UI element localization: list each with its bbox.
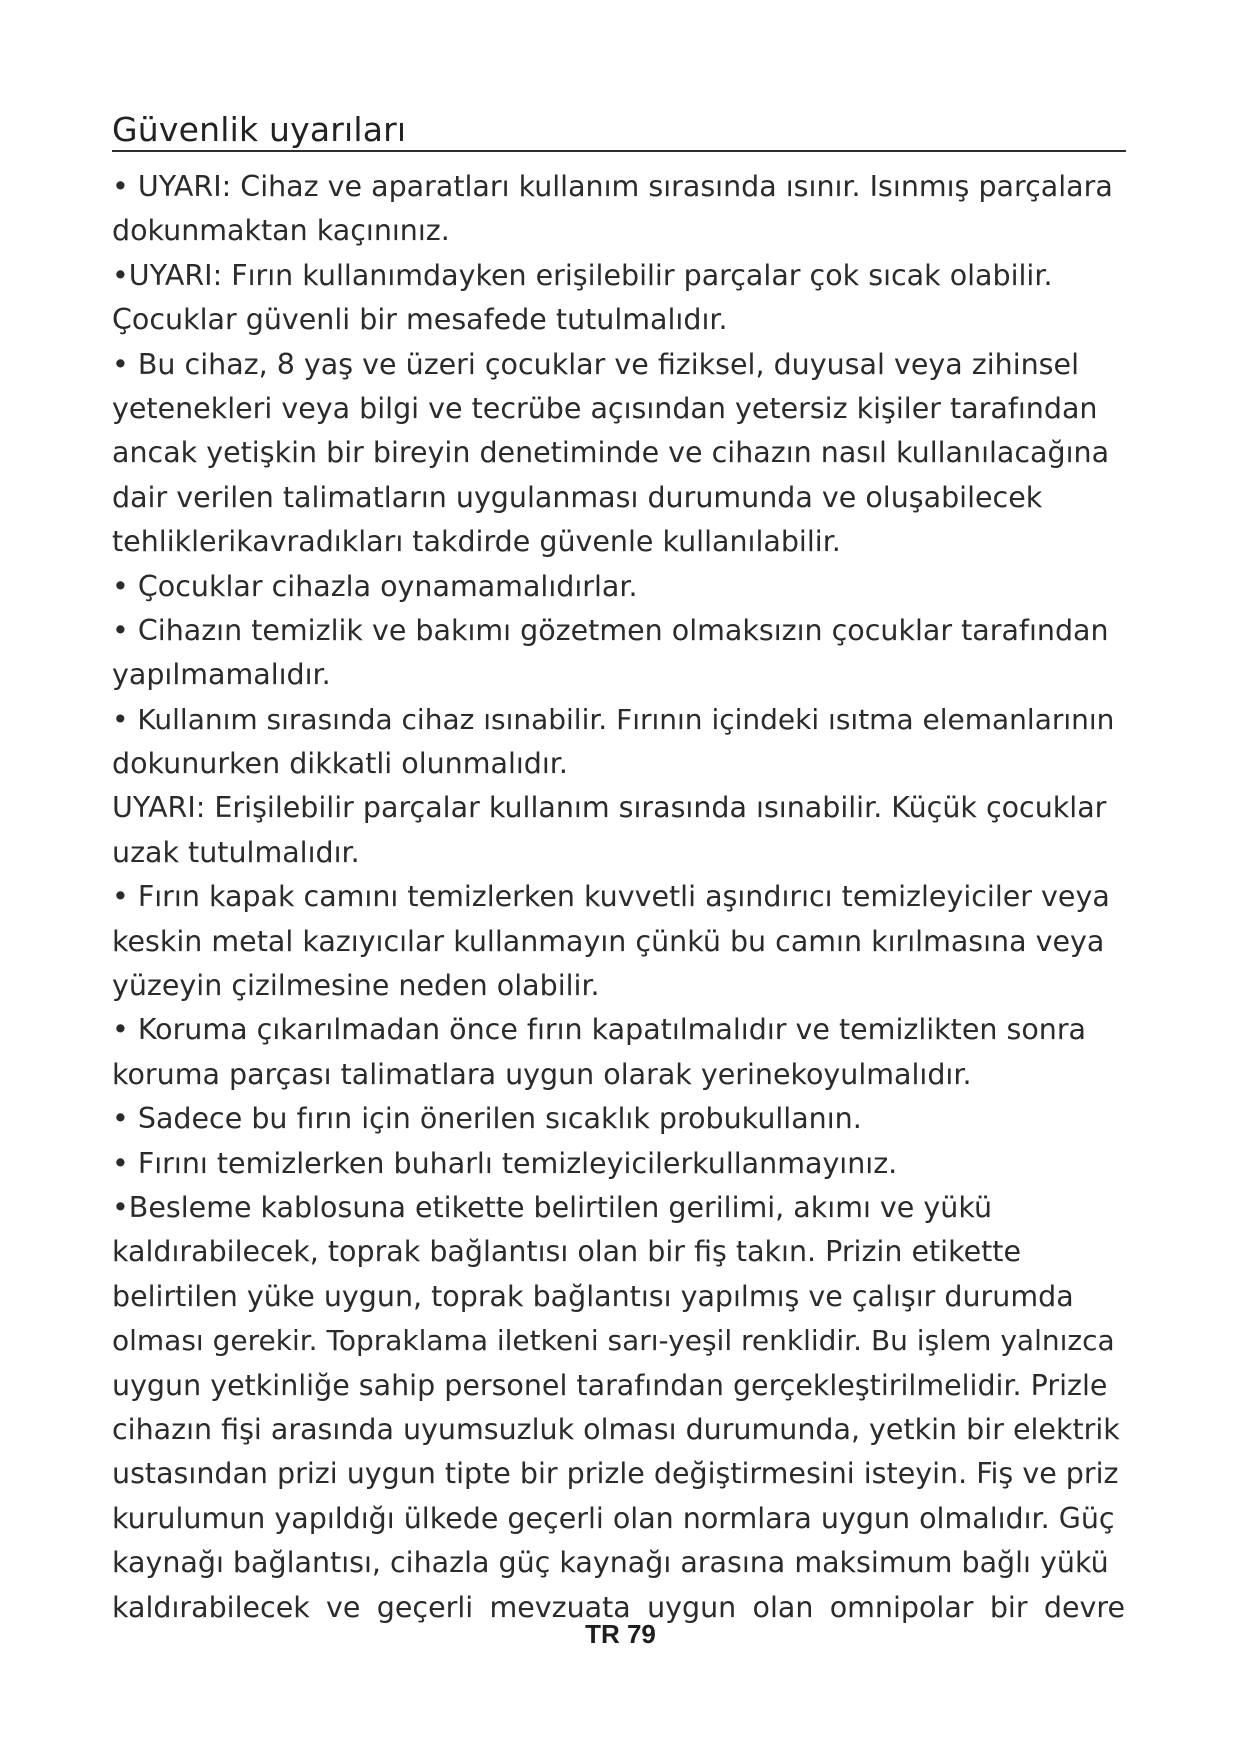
text-line: • UYARI: Cihaz ve aparatları kullanım sırasında ısınır. Isınmış parçalara [112, 170, 1113, 203]
text-line: cihazın fişi arasında uyumsuzluk olması durumunda, yetkin bir elektrik [112, 1412, 1120, 1446]
text-line: dokunurken dikkatli olunmalıdır. [112, 747, 568, 781]
section-heading-text: Güvenlik uyarıları [112, 110, 407, 149]
text-line: olması gerekir. Topraklama iletkeni sarı-yeşil renklidir. Bu işlem yalnızca [112, 1324, 1115, 1358]
text-line: ancak yetişkin bir bireyin denetiminde ve cihazın nasıl kullanılacağına [112, 436, 1110, 470]
page-number: TR 79 [585, 1619, 656, 1649]
text-line: kurulumun yapıldığı ülkede geçerli olan normlara uygun olmalıdır. Güç [112, 1501, 1115, 1535]
text-line: uzak tutulmalıdır. [112, 835, 360, 869]
safety-warnings-body [112, 165, 1136, 1630]
text-line: • Koruma çıkarılmadan önce fırın kapatılmalıdır ve temizlikten sonra [112, 1013, 1087, 1047]
text-line: yetenekleri veya bilgi ve tecrübe açısından yetersiz kişiler tarafından [112, 391, 1098, 425]
text-line: tehliklerikavradıkları takdirde güvenle kullanılabilir. [112, 525, 841, 559]
text-line: UYARI: Erişilebilir parçalar kullanım sırasında ısınabilir. Küçük çocuklar [112, 791, 1107, 825]
text-line: kaldırabilecek, toprak bağlantısı olan bir fiş takın. Prizin etikette [112, 1235, 1022, 1269]
text-line: dokunmaktan kaçınınız. [112, 214, 450, 248]
text-line: uygun yetkinliğe sahip personel tarafından gerçekleştirilmelidir. Prizle [112, 1368, 1108, 1402]
text-line: yapılmamalıdır. [112, 658, 331, 692]
text-line: • Fırın kapak camını temizlerken kuvvetli aşındırıcı temizleyiciler veya [112, 880, 1110, 914]
text-line: • Cihazın temizlik ve bakımı gözetmen olmaksızın çocuklar tarafından [112, 613, 1109, 647]
text-line: • Kullanım sırasında cihaz ısınabilir. Fırının içindeki ısıtma elemanlarının [112, 702, 1115, 736]
text-line: keskin metal kazıyıcılar kullanmayın çünkü bu camın kırılmasına veya [112, 924, 1105, 958]
text-line: koruma parçası talimatlara uygun olarak yerinekoyulmalıdır. [112, 1057, 972, 1091]
text-line: Çocuklar güvenli bir mesafede tutulmalıdır. [112, 303, 728, 337]
text-line: • Sadece bu fırın için önerilen sıcaklık probukullanın. [112, 1102, 862, 1136]
text-line: kaynağı bağlantısı, cihazla güç kaynağı arasına maksimum bağlı yükü [112, 1546, 1109, 1580]
text-line: belirtilen yüke uygun, toprak bağlantısı yapılmış ve çalışır durumda [112, 1279, 1074, 1313]
section-heading [112, 108, 1126, 152]
text-line: ustasından prizi uygun tipte bir prizle değiştirmesini isteyin. Fiş ve priz [112, 1457, 1119, 1491]
text-line: •Besleme kablosuna etikette belirtilen gerilimi, akımı ve yükü [112, 1190, 993, 1224]
text-line: dair verilen talimatların uygulanması durumunda ve oluşabilecek [112, 480, 1043, 514]
text-line: • Bu cihaz, 8 yaş ve üzeri çocuklar ve fiziksel, duyusal veya zihinsel [112, 347, 1079, 381]
text-line: •UYARI: Fırın kullanımdayken erişilebilir parçalar çok sıcak olabilir. [112, 258, 1053, 292]
text-line: kaldırabilecek ve geçerli mevzuata uygun olan omnipolar bir devre [112, 1590, 1125, 1624]
text-line: • Fırını temizlerken buharlı temizleyicilerkullanmayınız. [112, 1146, 898, 1180]
text-line: • Çocuklar cihazla oynamamalıdırlar. [112, 569, 638, 603]
text-line: yüzeyin çizilmesine neden olabilir. [112, 969, 600, 1003]
